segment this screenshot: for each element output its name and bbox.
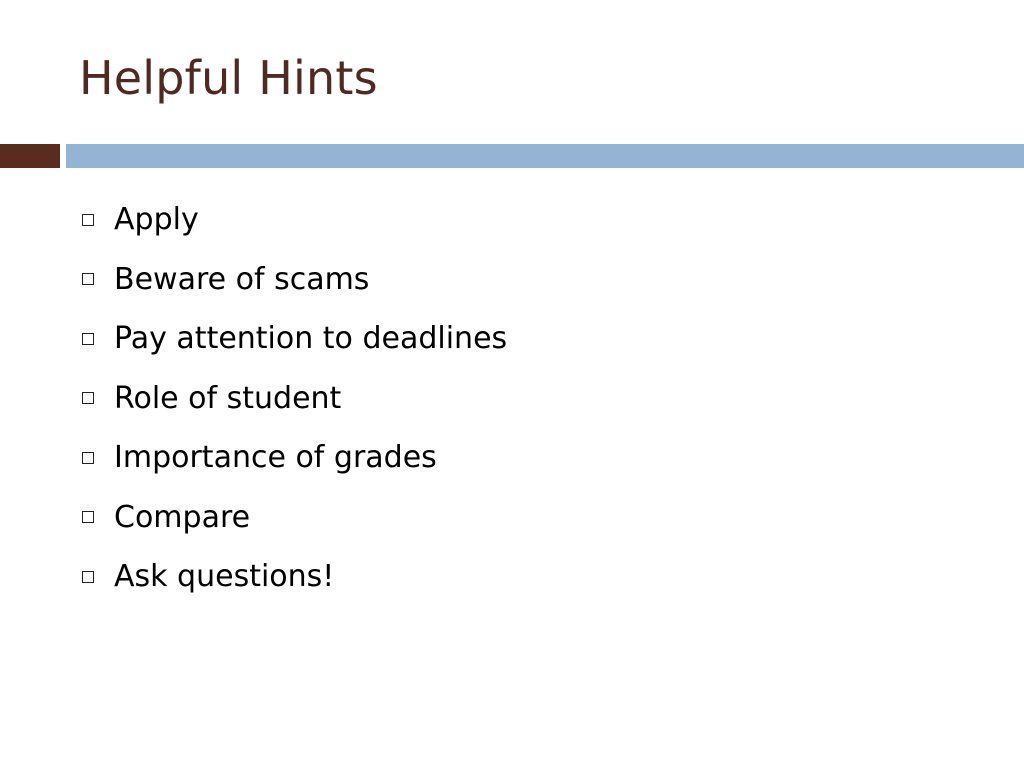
bullet-item-role-of-student [82,369,507,429]
bullet-item-compare [82,488,507,548]
accent-bar-right [66,144,1024,168]
bullet-list [82,190,507,607]
empty-square-icon [82,273,94,285]
bullet-text: Importance of grades [114,440,437,476]
bullet-item-beware-of-scams [82,250,507,310]
bullet-item-deadlines [82,309,507,369]
empty-square-icon [82,333,94,345]
bullet-item-ask-questions [82,547,507,607]
bullet-item-apply [82,190,507,250]
accent-bar-left [0,144,60,168]
bullet-text: Pay attention to deadlines [114,321,508,357]
bullet-text: Beware of scams [114,261,370,297]
empty-square-icon [82,392,94,404]
bullet-text: Ask questions! [114,559,335,595]
slide-title: Helpful Hints [79,51,378,105]
empty-square-icon [82,214,94,226]
bullet-item-importance-of-grades [82,428,507,488]
empty-square-icon [82,511,94,523]
bullet-text: Role of student [114,380,342,416]
bullet-text: Compare [114,499,251,535]
bullet-text: Apply [114,202,199,238]
empty-square-icon [82,571,94,583]
empty-square-icon [82,452,94,464]
